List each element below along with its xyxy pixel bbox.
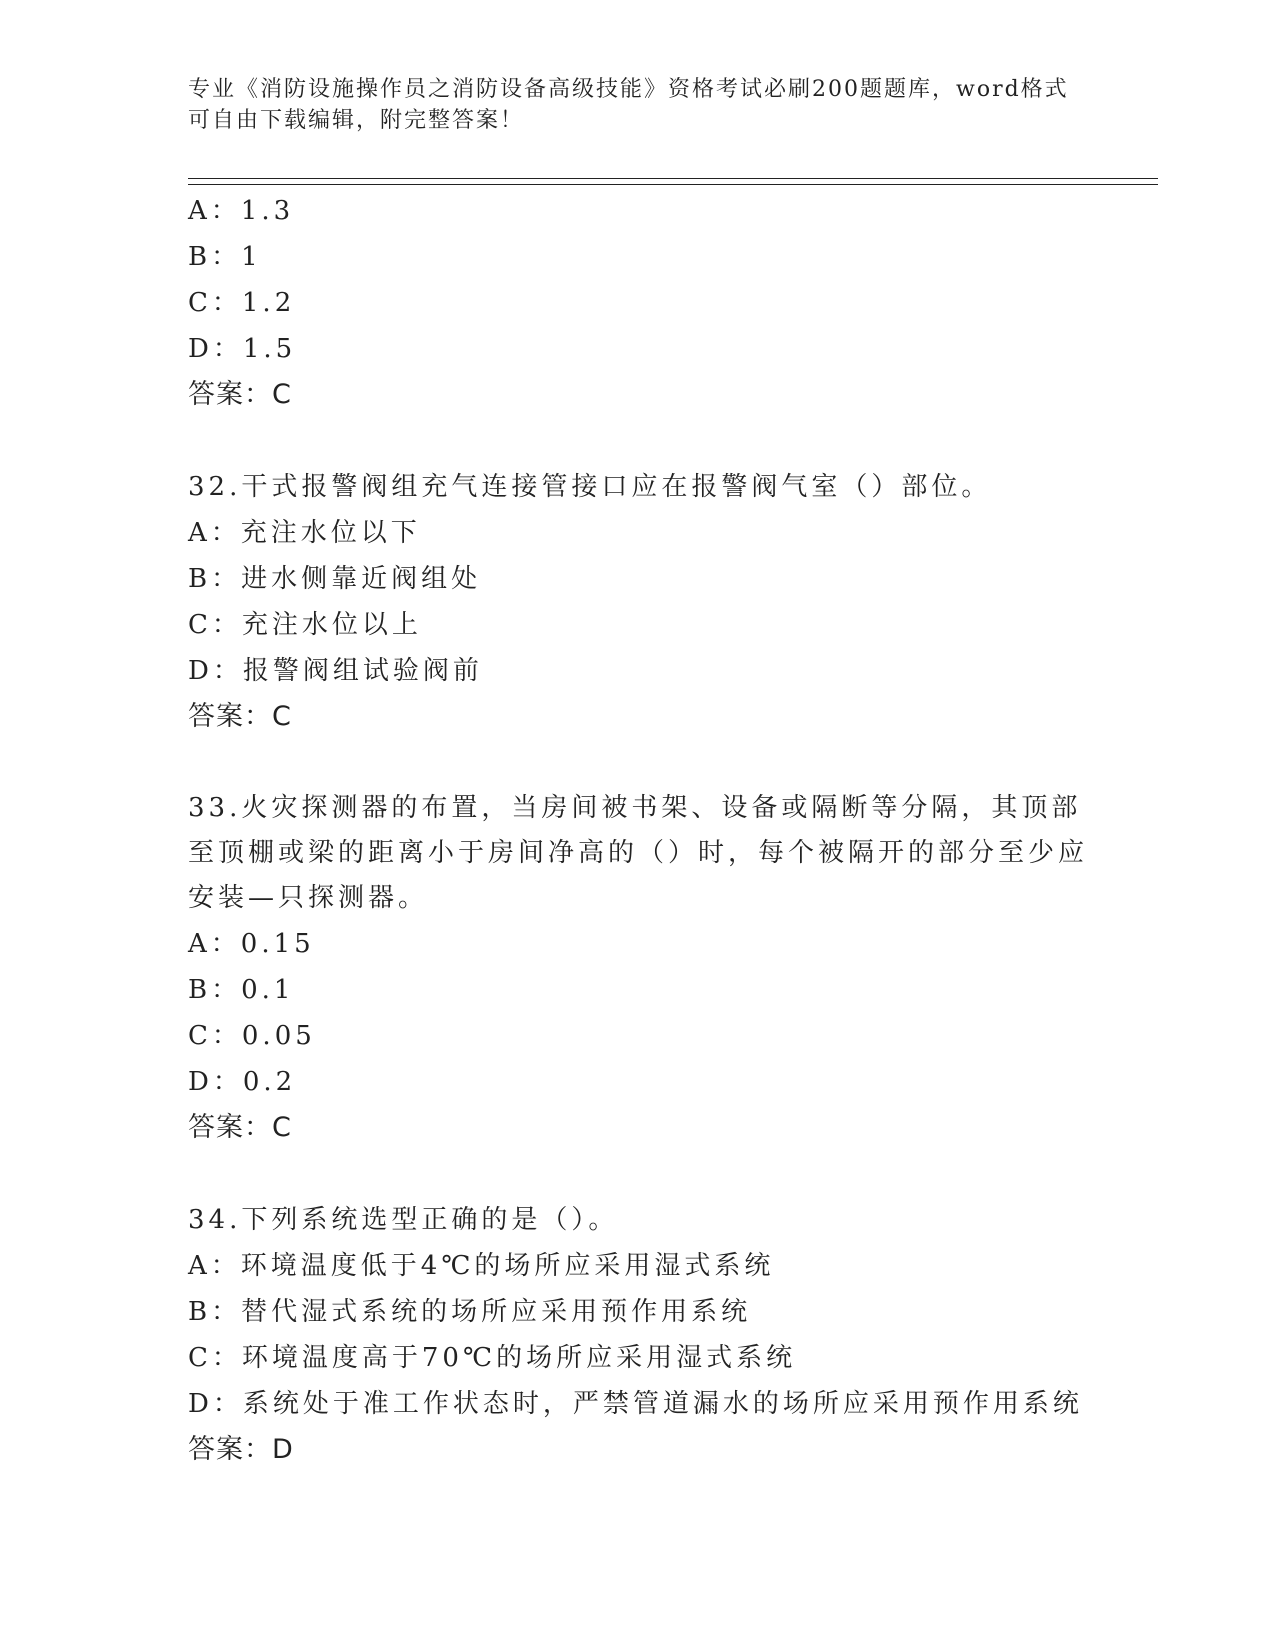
question-stem: 32.干式报警阀组充气连接管接口应在报警阀气室（）部位。: [188, 472, 992, 502]
option-d: D：0.2: [188, 1067, 297, 1097]
answer: 答案：D: [188, 1434, 294, 1465]
option-c: C：环境温度高于70℃的场所应采用湿式系统: [188, 1343, 797, 1373]
option-b: B：进水侧靠近阀组处: [188, 564, 482, 594]
option-c: C：0.05: [188, 1021, 316, 1051]
answer: 答案：C: [188, 701, 292, 732]
option-d: D：系统处于准工作状态时，严禁管道漏水的场所应采用预作用系统: [188, 1389, 1083, 1419]
option-a: A：充注水位以下: [188, 518, 421, 548]
question-31: [188, 188, 1088, 418]
answer: 答案：C: [188, 1112, 292, 1143]
option-b: B：替代湿式系统的场所应采用预作用系统: [188, 1297, 752, 1327]
question-33: [188, 786, 1088, 1151]
question-list: [188, 188, 1088, 1473]
option-d: D：报警阀组试验阀前: [188, 656, 483, 686]
option-a: A：0.15: [188, 929, 315, 959]
option-a: A：环境温度低于4℃的场所应采用湿式系统: [188, 1251, 775, 1281]
question-32: [188, 464, 1088, 740]
question-stem: 33.火灾探测器的布置，当房间被书架、设备或隔断等分隔，其顶部至顶棚或梁的距离小于房间净高的（）时，每个被隔开的部分至少应安装—只探测器。: [188, 793, 1089, 913]
option-b: B：0.1: [188, 975, 295, 1005]
option-a: A：1.3: [188, 196, 295, 226]
header-rule-bottom: [188, 184, 1158, 185]
option-d: D：1.5: [188, 334, 297, 364]
answer: 答案：C: [188, 379, 292, 410]
option-b: B：1: [188, 242, 262, 272]
option-c: C：充注水位以上: [188, 610, 422, 640]
document-header: 专业《消防设施操作员之消防设备高级技能》资格考试必刷200题题库，word格式可自由下载编辑，附完整答案！: [188, 77, 1069, 133]
option-c: C：1.2: [188, 288, 296, 318]
header-rule-top: [188, 178, 1158, 179]
question-34: [188, 1197, 1088, 1473]
question-stem: 34.下列系统选型正确的是（）。: [188, 1205, 619, 1235]
